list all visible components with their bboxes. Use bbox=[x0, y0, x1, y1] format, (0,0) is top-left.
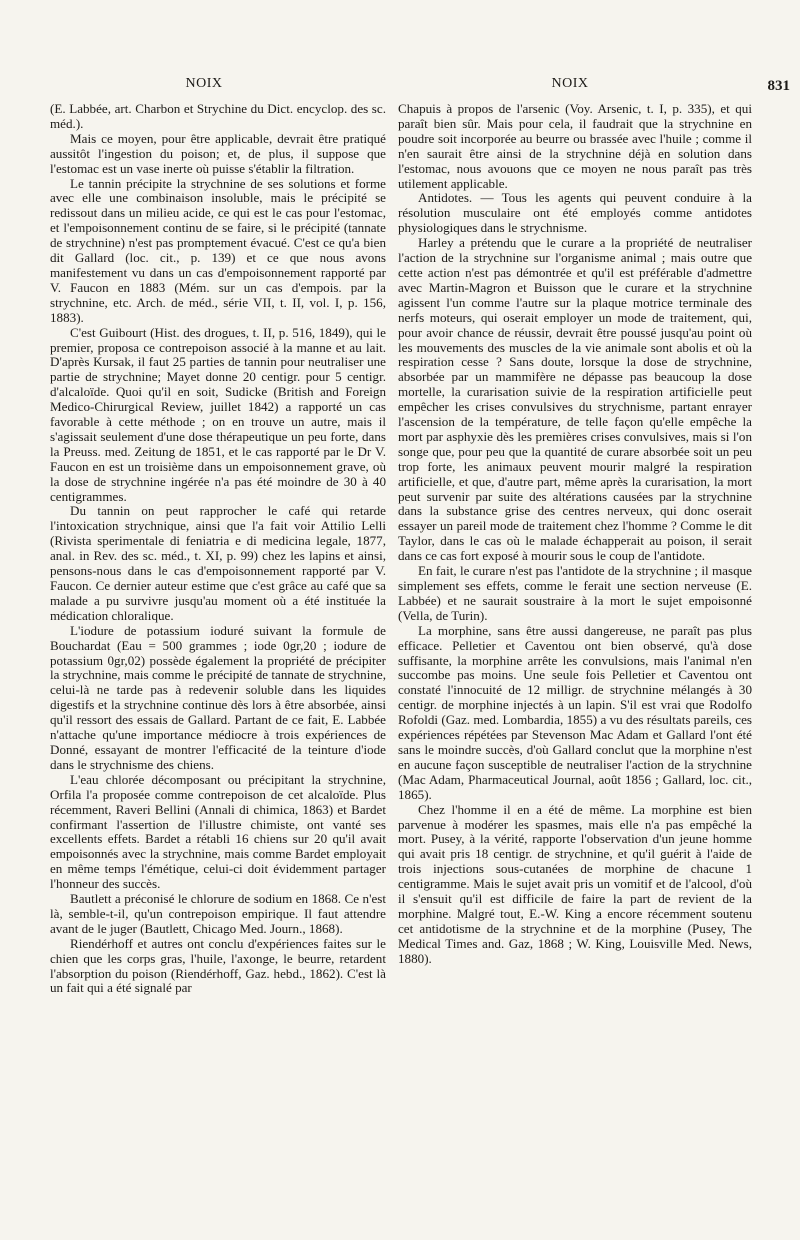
running-header bbox=[0, 76, 800, 98]
paragraph: Bautlett a préconisé le chlorure de sodium en 1868. Ce n'est là, semble-t-il, qu'un contrepoison empirique. Il faut attendre avant de le juger (Bautlett, Chicago Med. Journ., 1868). bbox=[50, 891, 386, 936]
left-running-title: NOIX bbox=[185, 76, 223, 91]
paragraph: Riendérhoff et autres ont conclu d'expériences faites sur le chien que les corps gras, l'huile, l'axonge, le beurre, retardent l'absorption du poison (Riendérhoff, Gaz. hebd., 1862). C'est là un fait qui a été signalé par bbox=[50, 935, 386, 996]
paragraph: L'eau chlorée décomposant ou précipitant la strychnine, Orfila l'a proposée comme contrepoison de cet alcaloïde. Plus récemment, Raveri Bellini (Annali di chimica, 1863) et Bardet confirmant l'assertion de l'illustre chimiste, ont vanté ses excellents effets. Bardet a rétabli 16 chiens sur 20 qu'il avait empoisonnés avec la strychnine, mais comme Bardet employait en même temps l'émétique, celui-ci doit évidemment partager l'honneur des succès. bbox=[50, 771, 386, 892]
right-column bbox=[398, 102, 752, 967]
paragraph: (E. Labbée, art. Charbon et Strychine du Dict. encyclop. des sc. méd.). bbox=[50, 101, 386, 131]
paragraph: Du tannin on peut rapprocher le café qui retarde l'intoxication strychnique, ainsi que l'a fait voir Attilio Lelli (Rivista sperimentale di feniatria e di medicina legale, 1877, anal. in Rev. des sc. méd., t. XI, p. 99) chez les lapins et ainsi, pensons-nous dans le cas d'empoisonnement rapporté par V. Faucon. Ce dernier auteur estime que c'est grâce au café que sa malade a pu survivre jusqu'au moment où a été instituée la médication chloralique. bbox=[50, 503, 386, 623]
left-column bbox=[50, 102, 386, 996]
page-number: 831 bbox=[767, 78, 790, 94]
paragraph: Chapuis à propos de l'arsenic (Voy. Arsenic, t. I, p. 335), et qui paraît bien sûr. Mais pour cela, il faudrait que la strychnine en poudre soit incorporée au beurre ou brassée avec l'huile ; comme il n'en saurait être ainsi de la strychnine déjà en solution dans l'estomac, nous avouons que ce moyen ne nous paraît pas très utilement applicable. bbox=[398, 101, 752, 191]
paragraph: Le tannin précipite la strychnine de ses solutions et forme avec elle une combinaison insoluble, mais le précipité se redissout dans un milieu acide, ce qui est le cas pour l'estomac, et l'empoisonnement continu de se faire, si le précipité (tannate de strychnine) n'est pas promptement évacué. C'est ce qu'a bien dit Gallard (loc. cit., p. 139) et ce que nous avons manifestement vu dans un cas d'empoisonnement rapporté par V. Faucon en 1883 (Mém. sur un cas d'empois. par la strychnine, etc. Arch. de méd., série VII, t. II, vol. I, p. 156, 1883). bbox=[50, 175, 386, 325]
paragraph: Chez l'homme il en a été de même. La morphine est bien parvenue à modérer les spasmes, mais elle n'a pas empêché la mort. Pusey, à la vérité, rapporte l'observation d'un jeune homme qui avait pris 18 centigr. de strychnine, et qu'il guérit à l'aide de trois injections sous-cutanées de morphine de chacune 1 centigramme. Mais le sujet avait pris un vomitif et de l'alcool, d'où il s'ensuit qu'il est difficile de faire la part de revient de la morphine. Malgré tout, E.-W. King a encore récemment soutenu cet antidotisme de la strychnine et de la morphine (Pusey, The Medical Times and. Gaz, 1868 ; W. King, Louisville Med. News, 1880). bbox=[398, 801, 752, 966]
paragraph: C'est Guibourt (Hist. des drogues, t. II, p. 516, 1849), qui le premier, proposa ce contrepoison associé à la manne et au lait. D'après Kursak, il faut 25 parties de tannin pour neutraliser une partie de strychnine; Mayet donne 20 centigr. pour 5 centigr. d'alcaloïde. Quoi qu'il en soit, Sudicke (British and Foreign Medico-Chirurgical Review, juillet 1842) a rapporté un cas favorable à cette méthode ; on en trouve un autre, mais il s'agissait seulement d'une dose thérapeutique un peu forte, dans la Preuss. med. Zeitung de 1851, et le cas rapporté par le Dr V. Faucon en est un troisième dans un empoisonnement grave, où la dose de strychnine ingérée n'a pas été moindre de 30 à 40 centigrammes. bbox=[50, 324, 386, 504]
paragraph: Harley a prétendu que le curare a la propriété de neutraliser l'action de la strychnine sur l'organisme animal ; mais outre que cette action n'est pas démontrée et qu'il est préférable d'admettre avec Martin-Magron et Buisson que le curare et la strychnine agissent l'un comme l'autre sur la plaque motrice terminale des nerfs moteurs, qui oserait employer un mode de traitement, qui, pour avoir chance de réussir, devrait être poussé jusqu'au point où les mouvements des muscles de la vie animale sont abolis et où la respiration cesse ? Sans doute, lorsque la dose de strychnine, absorbée par un mammifère ne dépasse pas beaucoup la dose mortelle, la curarisation suivie de la respiration artificielle peut empêcher les crises convulsives du strychnisme, partant enrayer l'ascension de la température, de telle façon qu'elle empêche la mort par asphyxie dès les premières crises convulsives, mais si l'on songe que, pour peu que la quantité de curare absorbée soit un peu trop forte, les animaux peuvent mourir malgré la respiration artificielle, et que, d'autre part, même après la curarisation, la mort peut survenir par suite des altérations causées par la strychnine dans la substance grise des centres nerveux, qui donc oserait essayer un pareil mode de traitement chez l'homme ? Comme le dit Taylor, dans le cas où le malade échapperait au poison, il serait dans ce cas fort exposé à mourir sous le coup de l'antidote. bbox=[398, 235, 752, 564]
paragraph: Antidotes. — Tous les agents qui peuvent conduire à la résolution musculaire ont été employés comme antidotes physiologiques dans le strychnisme. bbox=[398, 190, 752, 236]
paragraph: L'iodure de potassium ioduré suivant la formule de Bouchardat (Eau = 500 grammes ; iode 0gr,20 ; iodure de potassium 0gr,02) possède également la propriété de précipiter la strychnine, mais comme le précipité de tannate de strychnine, celui-là ne tarde pas à redevenir soluble dans les liquides digestifs et la strychnine continue dès lors à être absorbée, ainsi qu'il ressort des essais de Gallard. Partant de ce fait, E. Labbée n'attache qu'une importance médiocre à trois expériences de Donné, essayant de montrer l'efficacité de la teinture d'iode dans le strychnisme des chiens. bbox=[50, 622, 386, 772]
right-running-title: NOIX bbox=[551, 76, 589, 91]
paragraph: Mais ce moyen, pour être applicable, devrait être pratiqué aussitôt l'ingestion du poison; et, de plus, il suppose que l'estomac est un vase inerte où puisse s'établir la filtration. bbox=[50, 130, 386, 176]
paragraph: En fait, le curare n'est pas l'antidote de la strychnine ; il masque simplement ses effets, comme le ferait une section nerveuse (E. Labbée) et ne saurait soustraire à la mort le sujet empoisonné (Vella, de Turin). bbox=[398, 563, 752, 623]
paragraph: La morphine, sans être aussi dangereuse, ne paraît pas plus efficace. Pelletier et Caventou ont bien observé, qu'à dose suffisante, la morphine arrête les convulsions, mais l'animal n'en succombe pas moins. Une seule fois Pelletier et Caventou ont constaté l'innocuité de 12 milligr. de strychnine mélangés à 30 centigr. de morphine injectés à un lapin. S'il est vrai que Rodolfo Rofoldi (Gaz. med. Lombardia, 1855) a vu des résultats pareils, ces expériences répétées par Stevenson Mac Adam et Gallard l'ont été sans le moindre succès, d'où Gallard conclut que la morphine n'est en aucune façon susceptible de neutraliser l'action de la strychnine (Mac Adam, Pharmaceutical Journal, août 1856 ; Gallard, loc. cit., 1865). bbox=[398, 622, 752, 802]
